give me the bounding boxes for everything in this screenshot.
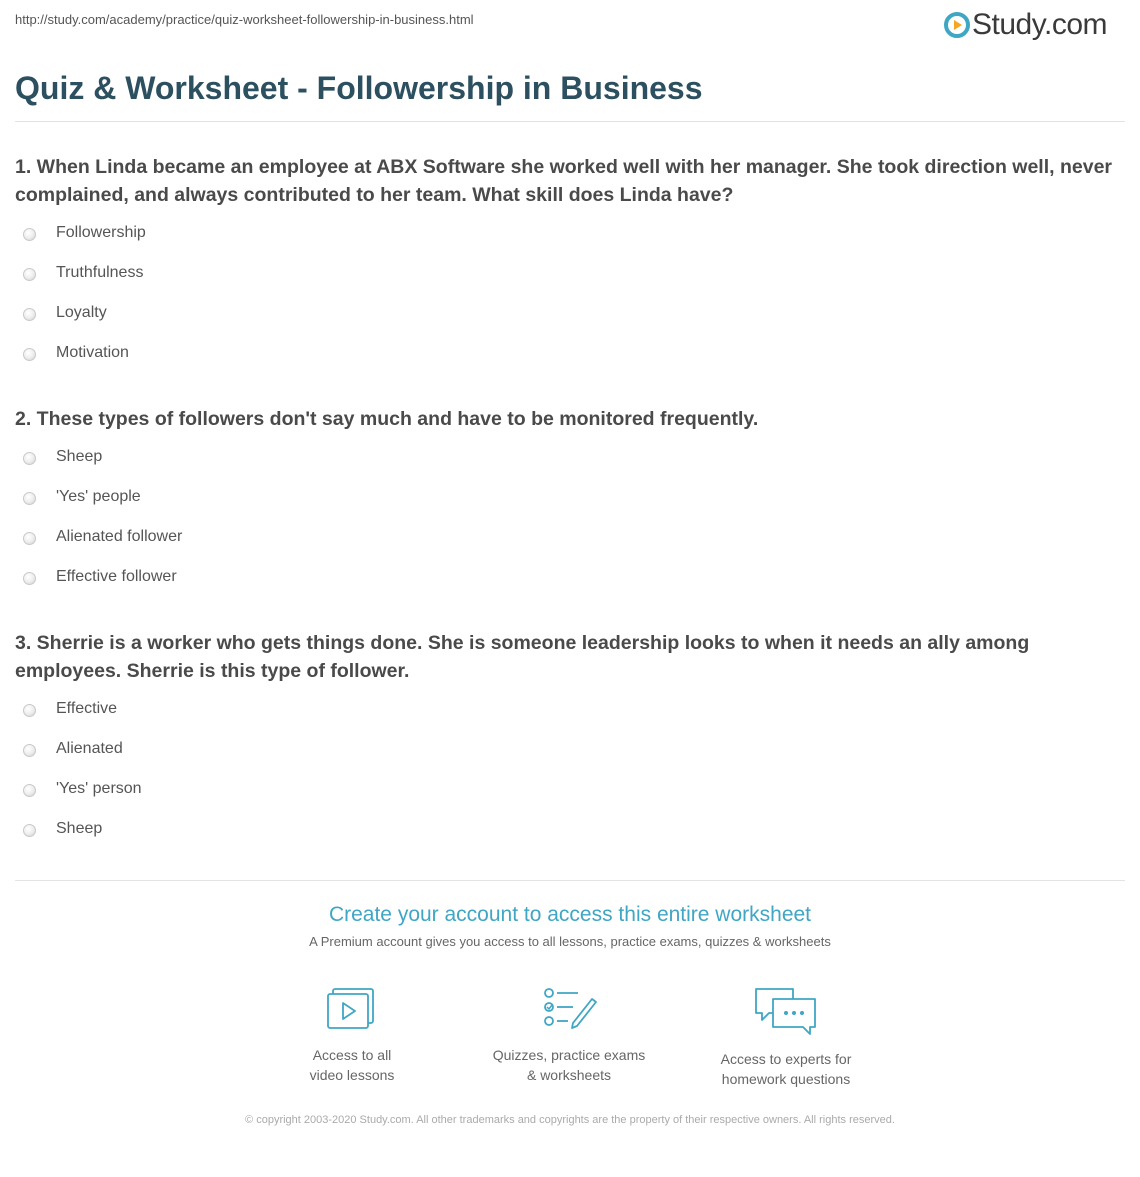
answer-option[interactable] bbox=[15, 699, 1115, 739]
answer-option[interactable] bbox=[15, 263, 1115, 303]
page-title: Quiz & Worksheet - Followership in Business bbox=[15, 70, 703, 106]
radio-button[interactable] bbox=[23, 744, 36, 757]
signup-cta bbox=[0, 900, 1140, 949]
radio-button[interactable] bbox=[23, 492, 36, 505]
play-logo-icon bbox=[944, 12, 970, 38]
video-lessons-icon bbox=[325, 985, 379, 1033]
answer-option[interactable] bbox=[15, 223, 1115, 263]
quiz-checklist-icon bbox=[540, 985, 598, 1033]
option-label: 'Yes' person bbox=[56, 780, 142, 797]
radio-button[interactable] bbox=[23, 784, 36, 797]
radio-button[interactable] bbox=[23, 452, 36, 465]
option-label: Alienated follower bbox=[56, 528, 183, 545]
feature-quizzes bbox=[469, 985, 669, 1085]
radio-button[interactable] bbox=[23, 824, 36, 837]
option-label: Followership bbox=[56, 224, 146, 241]
radio-button[interactable] bbox=[23, 268, 36, 281]
option-label: Truthfulness bbox=[56, 264, 144, 281]
option-label: Sheep bbox=[56, 448, 103, 465]
answer-option[interactable] bbox=[15, 739, 1115, 779]
answer-option[interactable] bbox=[15, 567, 1115, 607]
logo-text: Study.com bbox=[972, 8, 1107, 41]
option-label: Motivation bbox=[56, 344, 129, 361]
feature-video-lessons bbox=[252, 985, 452, 1085]
answer-option[interactable] bbox=[15, 819, 1115, 859]
question-text: 3. Sherrie is a worker who gets things done. She is someone leadership looks to when it needs an ally among employees. Sherrie is this type of follower. bbox=[15, 632, 1030, 682]
option-label: Effective bbox=[56, 700, 118, 717]
divider bbox=[15, 880, 1125, 881]
answer-option[interactable] bbox=[15, 303, 1115, 343]
cta-title-link[interactable]: Create your account to access this entire worksheet bbox=[328, 903, 812, 926]
radio-button[interactable] bbox=[23, 308, 36, 321]
feature-label: Access to all video lessons bbox=[309, 1047, 395, 1083]
feature-label: Access to experts for homework questions bbox=[720, 1051, 852, 1087]
option-label: Alienated bbox=[56, 740, 123, 757]
answer-option[interactable] bbox=[15, 779, 1115, 819]
chat-bubbles-icon bbox=[753, 985, 819, 1037]
option-label: Loyalty bbox=[56, 304, 107, 321]
question-2 bbox=[15, 405, 1115, 607]
copyright-footer: © copyright 2003-2020 Study.com. All other trademarks and copyrights are the property of their respective owners. All rights reserved. bbox=[245, 1114, 895, 1126]
page-url[interactable]: http://study.com/academy/practice/quiz-worksheet-followership-in-business.html bbox=[15, 12, 474, 27]
feature-label: Quizzes, practice exams & worksheets bbox=[492, 1047, 646, 1083]
question-text: 1. When Linda became an employee at ABX Software she worked well with her manager. She took direction well, never complained, and always contributed to her team. What skill does Linda have? bbox=[15, 156, 1112, 206]
cta-subtitle: A Premium account gives you access to all lessons, practice exams, quizzes & worksheets bbox=[309, 934, 831, 949]
option-label: 'Yes' people bbox=[56, 488, 141, 505]
radio-button[interactable] bbox=[23, 572, 36, 585]
question-text: 2. These types of followers don't say much and have to be monitored frequently. bbox=[15, 408, 759, 430]
question-3 bbox=[15, 629, 1115, 859]
answer-option[interactable] bbox=[15, 527, 1115, 567]
answer-options bbox=[15, 223, 1115, 383]
radio-button[interactable] bbox=[23, 228, 36, 241]
feature-experts bbox=[686, 985, 886, 1089]
answer-options bbox=[15, 699, 1115, 859]
radio-button[interactable] bbox=[23, 532, 36, 545]
page-header bbox=[0, 0, 1140, 60]
answer-option[interactable] bbox=[15, 447, 1115, 487]
option-label: Effective follower bbox=[56, 568, 177, 585]
question-1 bbox=[15, 153, 1115, 383]
answer-option[interactable] bbox=[15, 343, 1115, 383]
option-label: Sheep bbox=[56, 820, 103, 837]
answer-options bbox=[15, 447, 1115, 607]
answer-option[interactable] bbox=[15, 487, 1115, 527]
radio-button[interactable] bbox=[23, 348, 36, 361]
radio-button[interactable] bbox=[23, 704, 36, 717]
divider bbox=[15, 121, 1125, 122]
study-logo[interactable] bbox=[944, 8, 1107, 42]
